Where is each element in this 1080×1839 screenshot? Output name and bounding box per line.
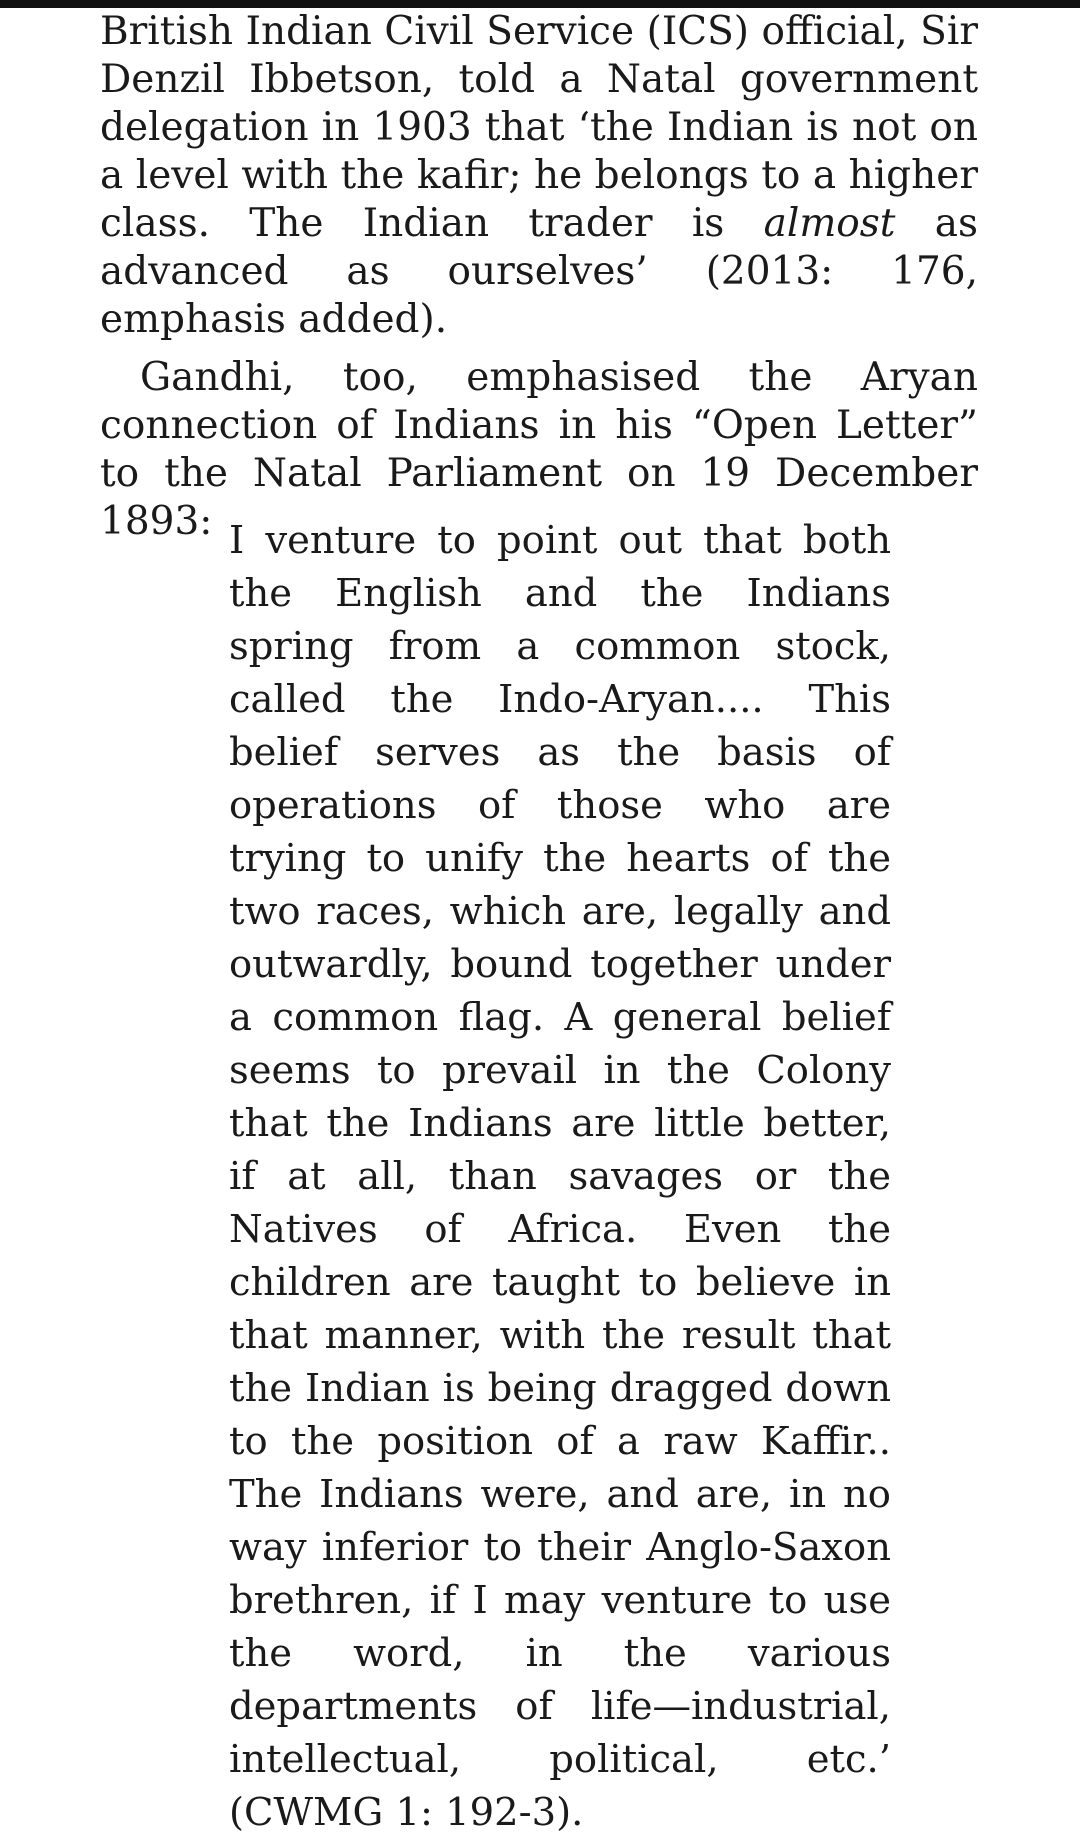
block-quote-open-letter: I venture to point out that both the English and the Indians spring from a common stock, called the Indo-Aryan.... This belief serves as the basis of operations of those who are trying to unify the hearts of the two races, which are, legally and outwardly, bound together under a common flag. A general belief seems to prevail in the Colony that the Indians are little better, if at all, than savages or the Natives of Africa. Even the children are taught to believe in that manner, with the result that the Indian is being dragged down to the position of a raw Kaffir.. The Indians were, and are, in no way inferior to their Anglo-Saxon brethren, if I may venture to use the word, in the various departments of life—industrial, intellectual, political, etc.’ (CWMG 1: 192-3). [229, 518, 891, 1835]
top-edge-rule [0, 0, 1080, 8]
page-body [100, 8, 978, 546]
paragraph1-text-end: as advanced as ourselves’ (2013: 176, emphasis added). [100, 201, 978, 342]
emphasis-almost: almost [763, 201, 896, 246]
body-paragraph-ibbetson [100, 8, 978, 344]
body-paragraph-gandhi: Gandhi, too, emphasised the Aryan connection of Indians in his “Open Letter” to the Natal Parliament on 19 December 1893: [100, 355, 978, 544]
paragraph1-text-start: British Indian Civil Service (ICS) official, Sir Denzil Ibbetson, told a Natal government delegation in 1903 that ‘the Indian is not on a level with the kafir; he belongs to a higher class. The Indian trader is [100, 9, 978, 246]
